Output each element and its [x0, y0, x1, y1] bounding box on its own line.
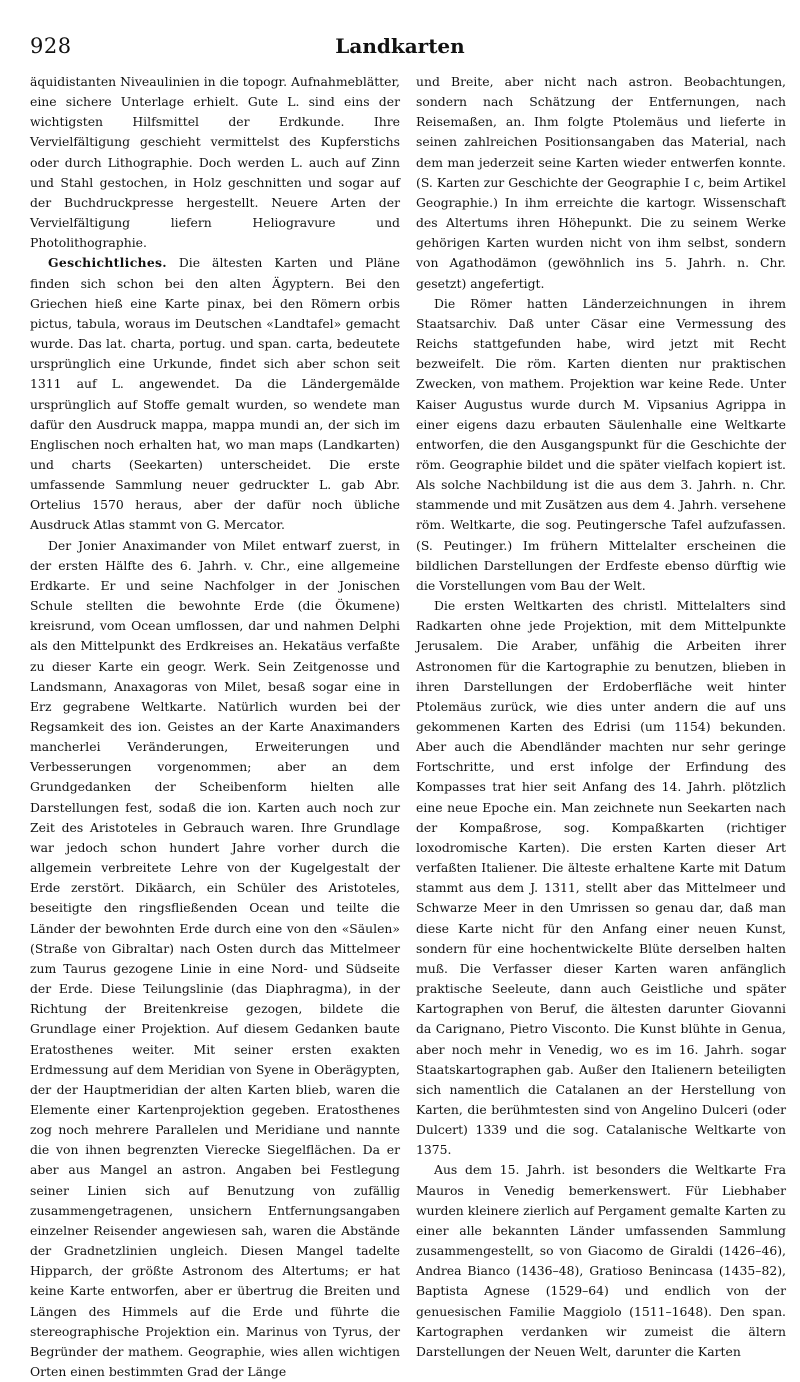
right-column — [416, 72, 786, 1362]
paragraph — [416, 72, 786, 294]
paragraph — [30, 253, 400, 535]
running-head: Landkarten — [335, 34, 465, 58]
page-number: 928 — [30, 34, 72, 58]
paragraph-text: und Breite, aber nicht nach astron. Beobachtungen, sondern nach Schätzung der Entfernungen, nach Reisemaßen, an. Ihm folgte Ptolemäus und lieferte in seinen zahlreichen Positionsangaben das Material, nach dem man jederzeit seine Karten wieder entwerfen konnte. (S. Karten zur Geschichte der Geographie I c, beim Artikel Geographie.) In ihm erreichte die kartogr. Wissenschaft des Altertums ihren Höhepunkt. Die zu seinem Werke gehörigen Karten wurden nicht von ihm selbst, sondern von Agathodämon (gewöhnlich ins 5. Jahrh. n. Chr. gesetzt) angefertigt. — [416, 74, 786, 291]
section-heading: Geschichtliches. — [48, 255, 167, 271]
paragraph — [416, 1160, 786, 1362]
paragraph-text: Die Römer hatten Länderzeichnungen in ihrem Staatsarchiv. Daß unter Cäsar eine Vermessung des Reichs stattgefunden habe, wird jetzt mit Recht bezweifelt. Die röm. Karten dienten nur praktischen Zwecken, von mathem. Projektion war keine Rede. Unter Kaiser Augustus wurde durch M. Vipsanius Agrippa in einer eigens dazu erbauten Säulenhalle eine Weltkarte entworfen, die den Ausgangspunkt für die Geschichte der röm. Geographie bildet und die später vielfach kopiert ist. Als solche Nachbildung ist die aus dem 3. Jahrh. n. Chr. stammende und mit Zusätzen aus dem 4. Jahrh. versehene röm. Weltkarte, die sog. Peutingersche Tafel aufzufassen. (S. Peutinger.) Im frühern Mittelalter erscheinen die bildlichen Darstellungen der Erdfeste ebenso dürftig wie die Vorstellungen vom Bau der Welt. — [416, 295, 786, 593]
paragraph-text: Aus dem 15. Jahrh. ist besonders die Weltkarte Fra Mauros in Venedig bemerkenswert. Für Liebhaber wurden kleinere zierlich auf Pergament gemalte Karten zu einer alle bekannten Länder umfassenden Sammlung zusammengestellt, so von Giacomo de Giraldi (1426–46), Andrea Bianco (1436–48), Gratioso Benincasa (1435–82), Baptista Agnese (1529–64) und endlich von der genuesischen Familie Maggiolo (1511–1648). Den span. Kartographen verdanken wir zumeist die ältern Darstellungen der Neuen Welt, darunter die Karten — [416, 1162, 786, 1359]
paragraph — [30, 536, 400, 1382]
left-column — [30, 72, 400, 1382]
paragraph-text: Die ältesten Karten und Pläne finden sich schon bei den alten Ägyptern. Bei den Griechen hieß eine Karte pinax, bei den Römern orbis pictus, tabula, woraus im Deutschen «Landtafel» gemacht wurde. Das lat. charta, portug. und span. carta, bedeutete ursprünglich eine Urkunde, findet sich aber schon seit 1311 auf L. angewendet. Da die Ländergemälde ursprünglich auf Stoffe gemalt wurden, so wendete man dafür den Ausdruck mappa, mappa mundi an, der sich im Englischen noch erhalten hat, wo man maps (Landkarten) und charts (Seekarten) unterscheidet. Die erste umfassende Sammlung neuer gedruckter L. gab Abr. Ortelius 1570 heraus, aber der dafür noch übliche Ausdruck Atlas stammt von G. Mercator. — [30, 255, 400, 533]
paragraph-text: äquidistanten Niveaulinien in die topogr. Aufnahmeblätter, eine sichere Unterlage erhielt. Gute L. sind eins der wichtigsten Hilfsmittel der Erdkunde. Ihre Vervielfältigung geschieht vermittelst des Kupferstichs oder durch Lithographie. Doch werden L. auch auf Zinn und Stahl gestochen, in Holz geschnitten und sogar auf der Buchdruckpresse hergestellt. Neuere Arten der Vervielfältigung liefern Heliogravure und Photolithographie. — [30, 74, 400, 251]
page-header — [30, 22, 770, 62]
paragraph-text: Der Jonier Anaximander von Milet entwarf zuerst, in der ersten Hälfte des 6. Jahrh. v. Chr., eine allgemeine Erdkarte. Er und seine Nachfolger in der Jonischen Schule stellten die bewohnte Erde (die Ökumene) kreisrund, vom Ocean umflossen, dar und nahmen Delphi als den Mittelpunkt des Erdkreises an. Hekatäus verfaßte zu dieser Karte ein geogr. Werk. Sein Zeitgenosse und Landsmann, Anaxagoras von Milet, besaß sogar eine in Erz gegrabene Weltkarte. Natürlich wurden bei der Regsamkeit des ion. Geistes an der Karte Anaximanders mancherlei Veränderungen, Erweiterungen und Verbesserungen vorgenommen; aber an dem Grundgedanken der Scheibenform hielten alle Darstellungen fest, sodaß die ion. Karten auch noch zur Zeit des Aristoteles in Gebrauch waren. Ihre Grundlage war jedoch schon hundert Jahre vorher durch die allgemein verbreitete Lehre von der Kugelgestalt der Erde zerstört. Dikäarch, ein Schüler des Aristoteles, beseitigte den ringsfließenden Ocean und teilte die Länder der bewohnten Erde durch eine von den «Säulen» (Straße von Gibraltar) nach Osten durch das Mittelmeer zum Taurus gezogene Linie in eine Nord- und Südseite der Erde. Diese Teilungslinie (das Diaphragma), in der Richtung der Breitenkreise gezogen, bildete die Grundlage einer Projektion. Auf diesem Gedanken baute Eratosthenes weiter. Mit seiner ersten exakten Erdmessung auf dem Meridian von Syene in Oberägypten, der der Hauptmeridian der alten Karten blieb, waren die Elemente einer Kartenprojektion gegeben. Eratosthenes zog noch mehrere Parallelen und Meridiane und nannte die von ihnen begrenzten Vierecke Siegelflächen. Da er aber aus Mangel an astron. Angaben bei Festlegung seiner Linien sich auf Benutzung von zufällig zusammengetragenen, unsichern Entfernungsangaben einzelner Reisender angewiesen sah, waren die Abstände der Gradnetzlinien ungleich. Diesen Mangel tadelte Hipparch, der größte Astronom des Altertums; er hat keine Karte entworfen, aber er übertrug die Breiten und Längen des Himmels auf die Erde und führte die stereographische Projektion ein. Marinus von Tyrus, der Begründer der mathem. Geographie, wies allen wichtigen Orten einen bestimmten Grad der Länge — [30, 537, 400, 1379]
paragraph — [416, 294, 786, 596]
paragraph — [30, 72, 400, 253]
paragraph-text: Die ersten Weltkarten des christl. Mittelalters sind Radkarten ohne jede Projektion, mit dem Mittelpunkte Jerusalem. Die Araber, unfähig die Arbeiten ihrer Astronomen für die Kartographie zu benutzen, blieben in ihren Darstellungen der Erdoberfläche weit hinter Ptolemäus zurück, wie dies unter andern die auf uns gekommenen Karten des Edrisi (um 1154) bekunden. Aber auch die Abendländer machten nur sehr geringe Fortschritte, und erst infolge der Erfindung des Kompasses trat hier seit Anfang des 14. Jahrh. plötzlich eine neue Epoche ein. Man zeichnete nun Seekarten nach der Kompaßrose, sog. Kompaßkarten (richtiger loxodromische Karten). Die ersten Karten dieser Art verfaßten Italiener. Die älteste erhaltene Karte mit Datum stammt aus dem J. 1311, stellt aber das Mittelmeer und Schwarze Meer in den Umrissen so genau dar, daß man diese Karte nicht für den Anfang einer neuen Kunst, sondern für eine hochentwickelte Blüte derselben halten muß. Die Verfasser dieser Karten waren anfänglich praktische Seeleute, dann auch Geistliche und später Kartographen von Beruf, die ältesten darunter Giovanni da Carignano, Pietro Visconto. Die Kunst blühte in Genua, aber noch mehr in Venedig, wo es im 16. Jahrh. sogar Staatskartographen gab. Außer den Italienern beteiligten sich namentlich die Catalanen an der Herstellung von Karten, die berühmtesten sind von Angelino Dulceri (oder Dulcert) 1339 und die sog. Catalanische Weltkarte von 1375. — [416, 598, 786, 1158]
paragraph — [416, 596, 786, 1160]
